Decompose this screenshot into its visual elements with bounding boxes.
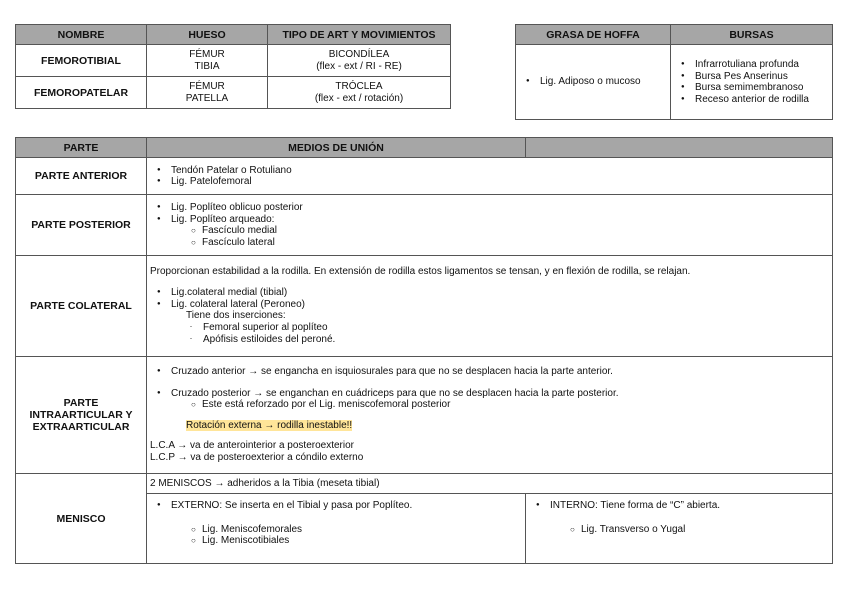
posterior-content [147,195,833,256]
list-item: ● Lig.colateral medial (tibial) [147,287,832,299]
joint-row-femoropatelar [16,77,451,109]
list-item: ● Lig. Patelofemoral [147,176,832,188]
row-anterior [16,158,833,195]
parte-posterior-label: PARTE POSTERIOR [16,195,147,256]
bone-2: PATELLA [185,92,229,104]
list-item: ● INTERNO: Tiene forma de “C” abierta. [526,500,832,512]
joint-bones [147,77,268,109]
colateral-intro: Proporcionan estabilidad a la rodilla. En extensión de rodilla estos ligamentos se tensan, y en flexión de rodilla, se relajan. [150,266,691,277]
grasa-cell [516,45,671,120]
lcp-line: L.C.P → va de posteroexterior a cóndilo externo [150,451,364,463]
dash-item: - Femoral superior al poplíteo [147,322,832,334]
joint-name: FEMOROTIBIAL [16,45,147,77]
sub-item: ○ Este está reforzado por el Lig. meniscofemoral posterior [147,399,832,411]
dash-item: - Apófisis estiloides del peroné. [147,334,832,346]
list-item: ● Tendón Patelar o Rotuliano [147,165,832,177]
lca-line: L.C.A → va de anterointerior a posteroexterior [150,439,354,451]
menisco-externo [147,494,526,564]
header-medios: MEDIOS DE UNIÓN [147,138,526,158]
sub-item: ○ Fascículo lateral [147,237,832,249]
union-header-row [16,138,833,158]
sub-item: ○ Lig. Meniscotibiales [147,535,525,547]
intra-content [147,357,833,474]
list-item: ● Lig. Poplíteo oblicuo posterior [147,202,832,214]
menisco-interno [526,494,833,564]
bursas-cell [671,45,833,120]
highlight-text: Rotación externa → rodilla inestable!! [186,419,353,431]
joints-table [15,24,451,109]
sub-item: ○ Fascículo medial [147,225,832,237]
joint-name: FEMOROPATELAR [16,77,147,109]
header-hueso: HUESO [147,25,268,45]
joint-type [268,45,451,77]
parte-colateral-label: PARTE COLATERAL [16,256,147,357]
list-item: ● Cruzado anterior → se engancha en isquiosurales para que no se desplacen hacia la parte anterior. [147,366,832,378]
joint-movements: (flex - ext / rotación) [314,92,404,104]
parte-intra-label: PARTE INTRAARTICULAR Y EXTRAARTICULAR [16,357,147,474]
row-colateral [16,256,833,357]
grasa-item: ● Lig. Adiposo o mucoso [516,76,670,88]
joint-type-name: BICONDÍLEA [328,48,390,60]
bursa-item: ● Bursa semimembranoso [671,82,832,94]
sub-item: ○ Lig. Transverso o Yugal [526,524,832,536]
colateral-note: Tiene dos inserciones: [186,310,286,321]
hoffa-row [516,45,833,120]
hoffa-header-row [516,25,833,45]
anterior-content [147,158,833,195]
row-intra [16,357,833,474]
union-table [15,137,833,564]
bone-1: FÉMUR [189,48,225,60]
sub-item: ○ Lig. Meniscofemorales [147,524,525,536]
colateral-content [147,256,833,357]
joints-header-row [16,25,451,45]
menisco-intro: 2 MENISCOS → adheridos a la Tibia (meseta tibial) [147,474,833,494]
parte-anterior-label: PARTE ANTERIOR [16,158,147,195]
header-parte: PARTE [16,138,147,158]
bursa-item: ● Bursa Pes Anserinus [671,71,832,83]
bursa-item: ● Infrarrotuliana profunda [671,59,832,71]
highlight-line [150,420,832,432]
list-item: ● EXTERNO: Se inserta en el Tibial y pasa por Poplíteo. [147,500,525,512]
list-item: ● Lig. colateral lateral (Peroneo) [147,299,832,311]
bone-2: TIBIA [194,60,220,72]
joint-type [268,77,451,109]
row-posterior [16,195,833,256]
parte-menisco-label: MENISCO [16,474,147,564]
hoffa-table [515,24,833,120]
joint-movements: (flex - ext / RI - RE) [316,60,402,72]
header-grasa: GRASA DE HOFFA [516,25,671,45]
bone-1: FÉMUR [189,80,225,92]
list-item: ● Cruzado posterior → se enganchan en cuádriceps para que no se desplacen hacia la parte posterior. [147,388,832,400]
header-empty [526,138,833,158]
header-nombre: NOMBRE [16,25,147,45]
bursa-item: ● Receso anterior de rodilla [671,94,832,106]
header-tipo: TIPO DE ART Y MOVIMIENTOS [268,25,451,45]
list-item: ● Lig. Poplíteo arqueado: [147,214,832,226]
header-bursas: BURSAS [671,25,833,45]
joint-type-name: TRÓCLEA [335,80,383,92]
row-menisco-intro [16,474,833,494]
joint-row-femorotibial [16,45,451,77]
joint-bones [147,45,268,77]
